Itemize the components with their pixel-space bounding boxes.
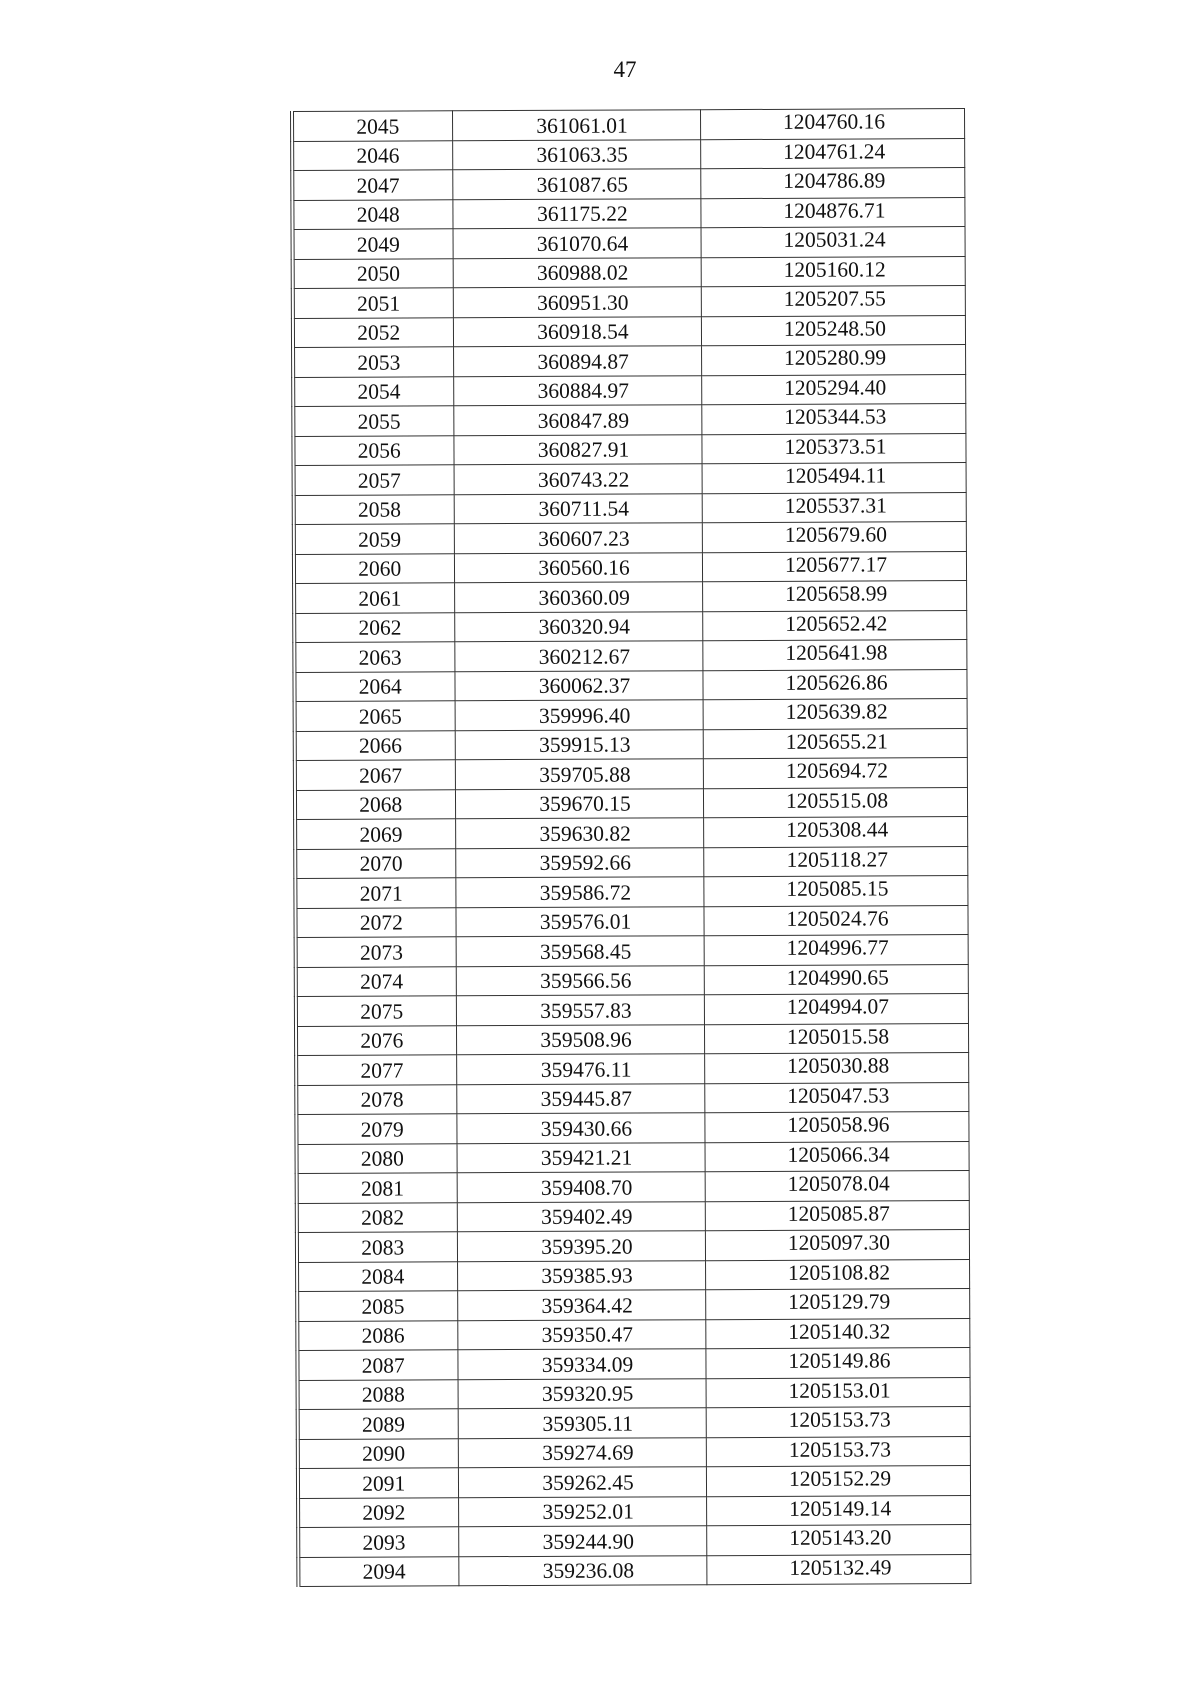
y-coordinate-cell: 1205108.82 (705, 1259, 969, 1290)
table-row (298, 1495, 970, 1527)
table-row (294, 581, 966, 613)
x-coordinate-cell: 360743.22 (454, 464, 702, 495)
point-number-cell: 2054 (293, 376, 453, 406)
x-coordinate-cell: 360894.87 (453, 346, 701, 377)
x-coordinate-cell: 359236.08 (458, 1555, 706, 1586)
table-row (297, 1171, 969, 1203)
point-number-cell: 2058 (294, 494, 454, 524)
y-coordinate-cell: 1205031.24 (701, 227, 965, 258)
x-coordinate-cell: 359274.69 (458, 1437, 706, 1468)
point-number-cell: 2063 (294, 642, 454, 672)
table-row (293, 433, 965, 465)
x-coordinate-cell: 360062.37 (454, 670, 702, 701)
y-coordinate-cell: 1205132.49 (706, 1554, 970, 1585)
point-number-cell: 2059 (294, 524, 454, 554)
table-row (297, 1200, 969, 1232)
y-coordinate-cell: 1204760.16 (700, 109, 964, 140)
y-coordinate-cell: 1205658.99 (702, 581, 966, 612)
x-coordinate-cell: 359421.21 (457, 1142, 705, 1173)
x-coordinate-cell: 360560.16 (454, 552, 702, 583)
table-row (297, 1318, 969, 1350)
table-row (293, 256, 965, 288)
y-coordinate-cell: 1205024.76 (703, 905, 967, 936)
y-coordinate-cell: 1205537.31 (702, 492, 966, 523)
y-coordinate-cell: 1205694.72 (703, 758, 967, 789)
x-coordinate-cell: 360360.09 (454, 582, 702, 613)
table-row (298, 1436, 970, 1468)
x-coordinate-cell: 359408.70 (457, 1172, 705, 1203)
y-coordinate-cell: 1205679.60 (702, 522, 966, 553)
point-number-cell: 2068 (295, 789, 455, 819)
y-coordinate-cell: 1205129.79 (705, 1289, 969, 1320)
table-row (294, 640, 966, 672)
point-number-cell: 2084 (297, 1261, 457, 1291)
table-row (293, 315, 965, 347)
y-coordinate-cell: 1205655.21 (703, 728, 967, 759)
table-row (294, 522, 966, 554)
y-coordinate-cell: 1205085.87 (705, 1200, 969, 1231)
point-number-cell: 2094 (298, 1556, 458, 1586)
y-coordinate-cell: 1204786.89 (700, 168, 964, 199)
point-number-cell: 2080 (297, 1143, 457, 1173)
x-coordinate-cell: 359576.01 (455, 906, 703, 937)
table-row (292, 168, 964, 200)
x-coordinate-cell: 359364.42 (457, 1290, 705, 1321)
y-coordinate-cell: 1205153.73 (706, 1436, 970, 1467)
y-coordinate-cell: 1204990.65 (704, 964, 968, 995)
y-coordinate-cell: 1205152.29 (706, 1466, 970, 1497)
x-coordinate-cell: 359305.11 (458, 1408, 706, 1439)
table-row (296, 1023, 968, 1055)
x-coordinate-cell: 361063.35 (452, 139, 700, 170)
point-number-cell: 2089 (298, 1409, 458, 1439)
y-coordinate-cell: 1205066.34 (705, 1141, 969, 1172)
x-coordinate-cell: 359586.72 (455, 877, 703, 908)
point-number-cell: 2075 (296, 996, 456, 1026)
table-row (293, 345, 965, 377)
table-row (298, 1554, 970, 1586)
x-coordinate-cell: 359320.95 (458, 1378, 706, 1409)
x-coordinate-cell: 360212.67 (454, 641, 702, 672)
x-coordinate-cell: 360607.23 (454, 523, 702, 554)
table-row (297, 1348, 969, 1380)
table-row (294, 492, 966, 524)
x-coordinate-cell: 359385.93 (457, 1260, 705, 1291)
point-number-cell: 2051 (293, 288, 453, 318)
point-number-cell: 2047 (292, 170, 452, 200)
table-row (298, 1377, 970, 1409)
x-coordinate-cell: 359568.45 (456, 936, 704, 967)
point-number-cell: 2070 (295, 848, 455, 878)
x-coordinate-cell: 359630.82 (455, 818, 703, 849)
point-number-cell: 2055 (293, 406, 453, 436)
x-coordinate-cell: 359705.88 (455, 759, 703, 790)
point-number-cell: 2049 (293, 229, 453, 259)
x-coordinate-cell: 360320.94 (454, 611, 702, 642)
x-coordinate-cell: 359445.87 (456, 1083, 704, 1114)
x-coordinate-cell: 359670.15 (455, 788, 703, 819)
y-coordinate-cell: 1204876.71 (700, 197, 964, 228)
x-coordinate-cell: 359262.45 (458, 1467, 706, 1498)
x-coordinate-cell: 360884.97 (453, 375, 701, 406)
y-coordinate-cell: 1205639.82 (703, 699, 967, 730)
table-row (297, 1230, 969, 1262)
point-number-cell: 2061 (294, 583, 454, 613)
y-coordinate-cell: 1205677.17 (702, 551, 966, 582)
x-coordinate-cell: 359252.01 (458, 1496, 706, 1527)
point-number-cell: 2066 (295, 730, 455, 760)
y-coordinate-cell: 1205294.40 (701, 374, 965, 405)
point-number-cell: 2050 (293, 258, 453, 288)
y-coordinate-cell: 1205373.51 (701, 433, 965, 464)
point-number-cell: 2053 (293, 347, 453, 377)
table-row (296, 1112, 968, 1144)
table-row (294, 669, 966, 701)
x-coordinate-cell: 360711.54 (454, 493, 702, 524)
table-row (296, 1082, 968, 1114)
point-number-cell: 2057 (294, 465, 454, 495)
table-row (297, 1259, 969, 1291)
x-coordinate-cell: 359566.56 (456, 965, 704, 996)
table-row (294, 610, 966, 642)
table-row (294, 551, 966, 583)
coordinates-table-body (292, 109, 970, 1587)
table-row (293, 286, 965, 318)
table-row (298, 1466, 970, 1498)
y-coordinate-cell: 1205344.53 (701, 404, 965, 435)
table-row (295, 817, 967, 849)
point-number-cell: 2079 (296, 1114, 456, 1144)
point-number-cell: 2072 (295, 907, 455, 937)
point-number-cell: 2086 (297, 1320, 457, 1350)
x-coordinate-cell: 361061.01 (452, 110, 700, 141)
point-number-cell: 2085 (297, 1291, 457, 1321)
table-row (294, 463, 966, 495)
table-row (296, 1053, 968, 1085)
point-number-cell: 2081 (297, 1173, 457, 1203)
x-coordinate-cell: 359334.09 (457, 1349, 705, 1380)
x-coordinate-cell: 361087.65 (452, 169, 700, 200)
y-coordinate-cell: 1205140.32 (705, 1318, 969, 1349)
y-coordinate-cell: 1205078.04 (705, 1171, 969, 1202)
y-coordinate-cell: 1205494.11 (702, 463, 966, 494)
coordinates-table (290, 108, 971, 1587)
y-coordinate-cell: 1205085.15 (703, 876, 967, 907)
x-coordinate-cell: 359592.66 (455, 847, 703, 878)
point-number-cell: 2077 (296, 1055, 456, 1085)
table-row (292, 109, 964, 141)
x-coordinate-cell: 360988.02 (453, 257, 701, 288)
point-number-cell: 2091 (298, 1468, 458, 1498)
y-coordinate-cell: 1205248.50 (701, 315, 965, 346)
point-number-cell: 2052 (293, 317, 453, 347)
y-coordinate-cell: 1205015.58 (704, 1023, 968, 1054)
table-row (296, 964, 968, 996)
y-coordinate-cell: 1204996.77 (704, 935, 968, 966)
point-number-cell: 2060 (294, 553, 454, 583)
x-coordinate-cell: 359915.13 (455, 729, 703, 760)
table-row (295, 758, 967, 790)
y-coordinate-cell: 1205207.55 (701, 286, 965, 317)
point-number-cell: 2083 (297, 1232, 457, 1262)
y-coordinate-cell: 1205030.88 (704, 1053, 968, 1084)
x-coordinate-cell: 361070.64 (453, 228, 701, 259)
point-number-cell: 2092 (298, 1497, 458, 1527)
table-row (295, 846, 967, 878)
point-number-cell: 2093 (298, 1527, 458, 1557)
y-coordinate-cell: 1205143.20 (706, 1525, 970, 1556)
table-row (298, 1407, 970, 1439)
table-row (292, 197, 964, 229)
y-coordinate-cell: 1205652.42 (702, 610, 966, 641)
x-coordinate-cell: 359996.40 (455, 700, 703, 731)
y-coordinate-cell: 1205160.12 (701, 256, 965, 287)
y-coordinate-cell: 1205118.27 (703, 846, 967, 877)
x-coordinate-cell: 359430.66 (456, 1113, 704, 1144)
point-number-cell: 2062 (294, 612, 454, 642)
y-coordinate-cell: 1205280.99 (701, 345, 965, 376)
x-coordinate-cell: 359557.83 (456, 995, 704, 1026)
table-row (293, 227, 965, 259)
table-row (297, 1141, 969, 1173)
x-coordinate-cell: 361175.22 (452, 198, 700, 229)
point-number-cell: 2067 (295, 760, 455, 790)
x-coordinate-cell: 360827.91 (453, 434, 701, 465)
y-coordinate-cell: 1204761.24 (700, 138, 964, 169)
y-coordinate-cell: 1205149.86 (705, 1348, 969, 1379)
table-row (295, 787, 967, 819)
y-coordinate-cell: 1205047.53 (704, 1082, 968, 1113)
x-coordinate-cell: 359244.90 (458, 1526, 706, 1557)
table-row (292, 138, 964, 170)
point-number-cell: 2082 (297, 1202, 457, 1232)
point-number-cell: 2065 (295, 701, 455, 731)
point-number-cell: 2076 (296, 1025, 456, 1055)
x-coordinate-cell: 359476.11 (456, 1054, 704, 1085)
y-coordinate-cell: 1205153.73 (706, 1407, 970, 1438)
y-coordinate-cell: 1204994.07 (704, 994, 968, 1025)
table-row (297, 1289, 969, 1321)
y-coordinate-cell: 1205515.08 (703, 787, 967, 818)
x-coordinate-cell: 360918.54 (453, 316, 701, 347)
coordinates-table-container (290, 111, 962, 1587)
point-number-cell: 2073 (296, 937, 456, 967)
x-coordinate-cell: 359402.49 (457, 1201, 705, 1232)
table-row (293, 374, 965, 406)
y-coordinate-cell: 1205308.44 (703, 817, 967, 848)
point-number-cell: 2056 (293, 435, 453, 465)
point-number-cell: 2048 (292, 199, 452, 229)
y-coordinate-cell: 1205097.30 (705, 1230, 969, 1261)
table-row (298, 1525, 970, 1557)
point-number-cell: 2074 (296, 966, 456, 996)
y-coordinate-cell: 1205058.96 (704, 1112, 968, 1143)
table-row (295, 728, 967, 760)
x-coordinate-cell: 360951.30 (453, 287, 701, 318)
point-number-cell: 2088 (298, 1379, 458, 1409)
y-coordinate-cell: 1205626.86 (702, 669, 966, 700)
x-coordinate-cell: 359395.20 (457, 1231, 705, 1262)
point-number-cell: 2069 (295, 819, 455, 849)
point-number-cell: 2087 (297, 1350, 457, 1380)
table-row (296, 935, 968, 967)
x-coordinate-cell: 360847.89 (453, 405, 701, 436)
y-coordinate-cell: 1205153.01 (706, 1377, 970, 1408)
y-coordinate-cell: 1205149.14 (706, 1495, 970, 1526)
y-coordinate-cell: 1205641.98 (702, 640, 966, 671)
table-row (295, 876, 967, 908)
table-row (295, 905, 967, 937)
point-number-cell: 2090 (298, 1438, 458, 1468)
point-number-cell: 2064 (294, 671, 454, 701)
point-number-cell: 2045 (292, 111, 452, 141)
point-number-cell: 2046 (292, 140, 452, 170)
x-coordinate-cell: 359350.47 (457, 1319, 705, 1350)
table-row (296, 994, 968, 1026)
table-row (293, 404, 965, 436)
table-row (295, 699, 967, 731)
x-coordinate-cell: 359508.96 (456, 1024, 704, 1055)
point-number-cell: 2071 (295, 878, 455, 908)
point-number-cell: 2078 (296, 1084, 456, 1114)
page-number: 47 (613, 57, 637, 82)
